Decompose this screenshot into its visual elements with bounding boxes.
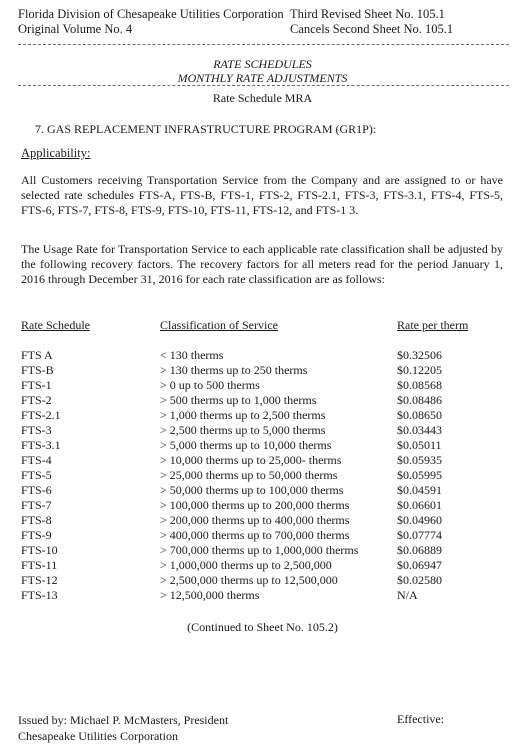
rate-schedule-cell: FTS-11 (21, 558, 58, 572)
usage-rate-paragraph: The Usage Rate for Transportation Service to each applicable rate classification shall be adjusted by the following recovery factors. The recovery factors for all meters read for the period January 1, 2016 through December 31, 2016 for each rate classification are as follows: (21, 242, 503, 286)
rate-cell: $0.05011 (397, 438, 442, 452)
header-right (290, 7, 453, 37)
rate-schedule-cell: FTS-12 (21, 573, 58, 587)
rate-cell: $0.04591 (397, 483, 442, 497)
rate-schedule-cell: FTS-10 (21, 543, 58, 557)
classification-cell: > 200,000 therms up to 400,000 therms (160, 513, 350, 527)
table-row (0, 393, 525, 408)
footer-company: Chesapeake Utilities Corporation (18, 729, 178, 743)
table-row (0, 588, 525, 603)
volume-number: Original Volume No. 4 (18, 22, 133, 36)
rate-table (0, 348, 525, 603)
company-name: Florida Division of Chesapeake Utilities Corporation (18, 7, 284, 21)
rate-cell: $0.08650 (397, 408, 442, 422)
classification-cell: > 1,000 therms up to 2,500 therms (160, 408, 326, 422)
rate-cell: $0.04960 (397, 513, 442, 527)
rate-cell: $0.06947 (397, 558, 442, 572)
rate-schedule-cell: FTS-3.1 (21, 438, 61, 452)
classification-cell: > 10,000 therms up to 25,000- therms (160, 453, 342, 467)
applicability-paragraph: All Customers receiving Transportation Service from the Company and are assigned to or have selected rate schedules FTS-A, FTS-B, FTS-1, FTS-2, FTS-2.1, FTS-3, FTS-3.1, FTS-4, FTS-5, FTS-6, FTS-7, FTS-8, FTS-9, FTS-10, FTS-11, FTS-12, and FTS-1 3. (21, 173, 503, 217)
rate-schedule-cell: FTS-B (21, 363, 54, 377)
rate-cell: $0.12205 (397, 363, 442, 377)
rate-cell: $0.02580 (397, 573, 442, 587)
rate-schedule-cell: FTS-2 (21, 393, 52, 407)
rate-cell: $0.05935 (397, 453, 442, 467)
classification-cell: > 12,500,000 therms (160, 588, 260, 602)
column-header-rate: Rate per therm (397, 318, 469, 332)
classification-cell: > 2,500 therms up to 5,000 therms (160, 423, 326, 437)
classification-cell: > 130 therms up to 250 therms (160, 363, 308, 377)
table-row (0, 498, 525, 513)
classification-cell: > 50,000 therms up to 100,000 therms (160, 483, 344, 497)
table-row (0, 438, 525, 453)
rate-schedule-cell: FTS A (21, 348, 53, 362)
header-divider (18, 44, 509, 45)
classification-cell: > 100,000 therms up to 200,000 therms (160, 498, 350, 512)
continued-note: (Continued to Sheet No. 105.2) (187, 620, 338, 634)
rate-cell: N/A (397, 588, 418, 602)
classification-cell: > 700,000 therms up to 1,000,000 therms (160, 543, 359, 557)
rate-schedule-cell: FTS-7 (21, 498, 52, 512)
table-row (0, 573, 525, 588)
classification-cell: > 0 up to 500 therms (160, 378, 260, 392)
rate-schedule-cell: FTS-8 (21, 513, 52, 527)
rate-schedule-cell: FTS-13 (21, 588, 58, 602)
sheet-number: Third Revised Sheet No. 105.1 (290, 7, 445, 21)
classification-cell: > 1,000,000 therms up to 2,500,000 (160, 558, 332, 572)
classification-cell: < 130 therms (160, 348, 224, 362)
rate-schedule-cell: FTS-9 (21, 528, 52, 542)
rate-cell: $0.06601 (397, 498, 442, 512)
table-row (0, 363, 525, 378)
rate-schedule-cell: FTS-5 (21, 468, 52, 482)
rate-cell: $0.06889 (397, 543, 442, 557)
table-row (0, 423, 525, 438)
effective-label: Effective: (397, 712, 445, 726)
classification-cell: > 25,000 therms up to 50,000 therms (160, 468, 338, 482)
cancels-sheet: Cancels Second Sheet No. 105.1 (290, 22, 454, 36)
issued-by: Issued by: Michael P. McMasters, President (18, 713, 229, 727)
column-header-rate-schedule: Rate Schedule (21, 318, 90, 332)
rate-schedule-cell: FTS-2.1 (21, 408, 61, 422)
rate-cell: $0.03443 (397, 423, 442, 437)
classification-cell: > 400,000 therms up to 700,000 therms (160, 528, 350, 542)
table-row (0, 483, 525, 498)
table-row (0, 378, 525, 393)
rate-schedule-cell: FTS-1 (21, 378, 52, 392)
rate-schedule-cell: FTS-6 (21, 483, 52, 497)
table-row (0, 468, 525, 483)
rate-cell: $0.08568 (397, 378, 442, 392)
rate-cell: $0.32506 (397, 348, 442, 362)
classification-cell: > 500 therms up to 1,000 therms (160, 393, 317, 407)
table-row (0, 348, 525, 363)
title-rate-schedule-mra: Rate Schedule MRA (212, 91, 313, 105)
table-row (0, 528, 525, 543)
column-header-classification: Classification of Service (160, 318, 278, 332)
classification-cell: > 5,000 therms up to 10,000 therms (160, 438, 332, 452)
table-row (0, 513, 525, 528)
table-row (0, 558, 525, 573)
footer-issuer (18, 712, 228, 744)
header-left (18, 7, 284, 37)
table-row (0, 453, 525, 468)
title-monthly-rate-adjustments: MONTHLY RATE ADJUSTMENTS (177, 71, 348, 85)
title-divider (18, 85, 509, 86)
rate-cell: $0.08486 (397, 393, 442, 407)
rate-cell: $0.07774 (397, 528, 442, 542)
table-row (0, 543, 525, 558)
classification-cell: > 2,500,000 therms up to 12,500,000 (160, 573, 338, 587)
rate-schedule-cell: FTS-3 (21, 423, 52, 437)
title-rate-schedules: RATE SCHEDULES (213, 57, 312, 71)
rate-schedule-cell: FTS-4 (21, 453, 52, 467)
rate-cell: $0.05995 (397, 468, 442, 482)
applicability-heading: Applicability: (21, 146, 91, 160)
table-row (0, 408, 525, 423)
section-title: 7. GAS REPLACEMENT INFRASTRUCTURE PROGRAM (GR1P): (35, 122, 377, 136)
